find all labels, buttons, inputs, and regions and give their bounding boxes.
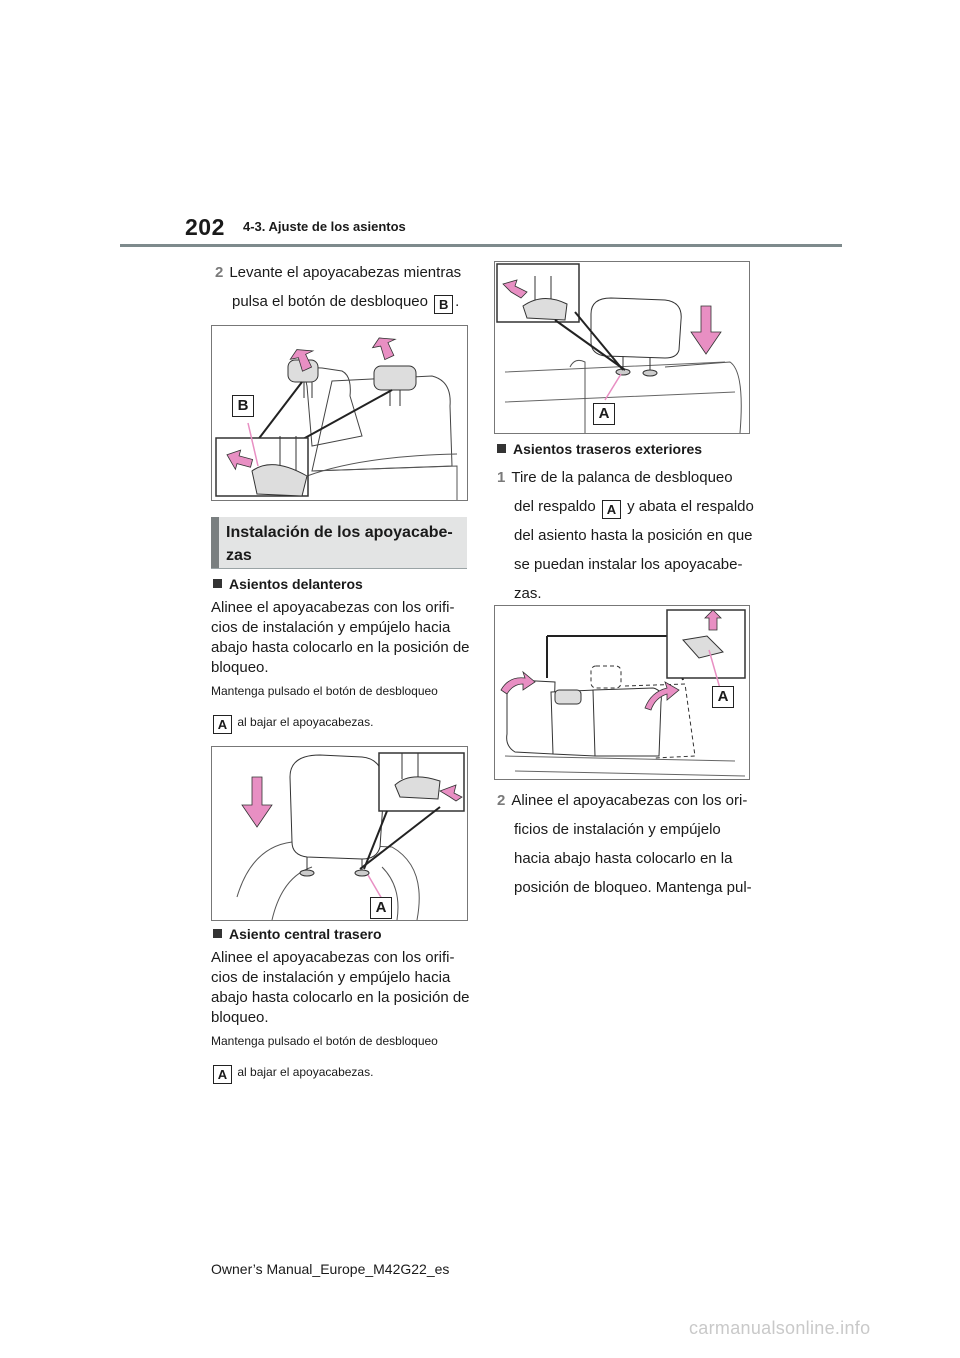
front-seats-note: Mantenga pulsado el botón de desbloqueo A al bajar el apoyacabezas. <box>211 684 438 732</box>
step-1-fold: 1 Tire de la palanca de desbloqueo del respaldo A y abata el respaldo del asiento hasta la posición en que se puedan instalar los apoyacabe- zas. <box>497 469 754 602</box>
callout-a: A <box>370 897 392 919</box>
section-heading-install: Instalación de los apoyacabe- zas <box>211 517 467 569</box>
square-bullet-icon <box>213 579 222 588</box>
header-rule <box>120 244 842 247</box>
watermark: carmanualsonline.info <box>689 1318 871 1338</box>
subhead-rear-outer: Asientos traseros exteriores <box>497 441 702 457</box>
section-heading-bar <box>211 517 219 568</box>
callout-a: A <box>593 403 615 425</box>
figure-rear-headrest-removal <box>211 325 468 501</box>
callout-a: A <box>712 686 734 708</box>
badge-b: B <box>434 295 453 314</box>
badge-a: A <box>602 500 621 519</box>
rear-center-note: Mantenga pulsado el botón de desbloqueo A al bajar el apoyacabezas. <box>211 1034 438 1082</box>
step-2-raise: 2 Levante el apoyacabezas mientras pulsa el botón de desbloqueo B . <box>215 264 462 312</box>
subhead-front-seats: Asientos delanteros <box>213 576 363 592</box>
page-number: 202 <box>185 214 225 240</box>
badge-a: A <box>213 1065 232 1084</box>
callout-b: B <box>232 395 254 417</box>
badge-a: A <box>213 715 232 734</box>
square-bullet-icon <box>213 929 222 938</box>
square-bullet-icon <box>497 444 506 453</box>
subhead-rear-center: Asiento central trasero <box>213 926 382 942</box>
figure-rear-outer-headrest <box>494 261 750 434</box>
step-2-install: 2 Alinee el apoyacabezas con los ori- ficios de instalación y empújelo hacia abajo hasta colocarlo en la posición de bloqueo. Mantenga pul- <box>497 792 752 896</box>
front-seats-text: Alinee el apoyacabezas con los orifi- cios de instalación y empújelo hacia abajo hasta colocarlo en la posición de bloqueo. <box>211 599 470 676</box>
figure-front-headrest-install <box>211 746 468 921</box>
figure-fold-seatback <box>494 605 750 780</box>
section-label: 4-3. Ajuste de los asientos <box>243 219 406 234</box>
rear-center-text: Alinee el apoyacabezas con los orifi- cios de instalación y empújelo hacia abajo hasta colocarlo en la posición de bloqueo. <box>211 949 470 1026</box>
footer-manual-id: Owner’s Manual_Europe_M42G22_es <box>211 1261 450 1277</box>
